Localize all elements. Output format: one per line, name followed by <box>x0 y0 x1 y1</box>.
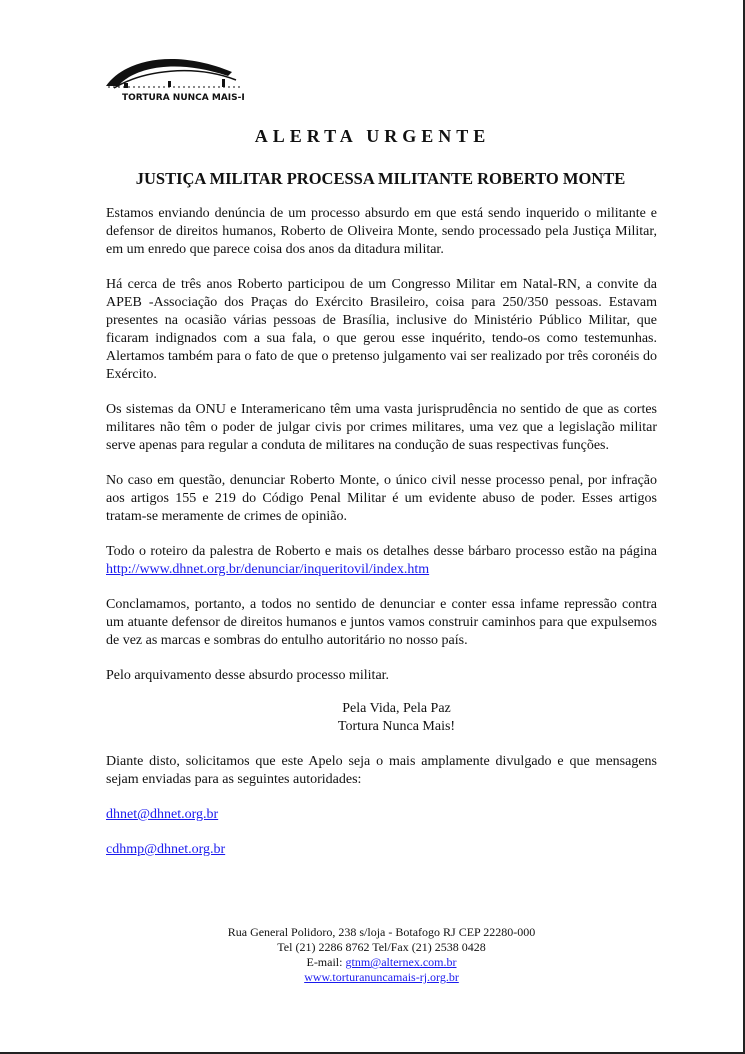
rainbow-arc-icon <box>104 50 244 106</box>
footer-website-line <box>0 970 745 985</box>
slogan-line: Pela Vida, Pela Paz <box>342 701 451 716</box>
document-body <box>106 205 657 876</box>
footer-address: Rua General Polidoro, 238 s/loja - Botafogo RJ CEP 22280-000 <box>227 925 536 939</box>
footer-phone: Tel (21) 2286 8762 Tel/Fax (21) 2538 0428 <box>277 940 486 954</box>
logo-text: TORTURA NUNCA MAIS-RJ <box>122 93 244 103</box>
inquiry-page-link[interactable]: http://www.dhnet.org.br/denunciar/inqueritovil/index.htm <box>106 562 430 577</box>
page-footer <box>0 925 745 985</box>
paragraph: No caso em questão, denunciar Roberto Monte, o único civil nesse processo penal, por infração aos artigos 155 e 219 do Código Penal Militar é um evidente abuso de poder. Esses artigos tratam-se meramente de crimes de opinião. <box>106 473 657 524</box>
email-link-cdhmp[interactable]: cdhmp@dhnet.org.br <box>106 842 226 857</box>
paragraph-text: Todo o roteiro da palestra de Roberto e mais os detalhes desse bárbaro processo estão na página <box>106 544 657 559</box>
page-subtitle: JUSTIÇA MILITAR PROCESSA MILITANTE ROBERTO MONTE <box>135 169 626 188</box>
footer-website-link[interactable]: www.torturanuncamais-rj.org.br <box>304 970 459 984</box>
contact-email <box>106 841 657 859</box>
contact-email <box>106 806 657 824</box>
paragraph: Conclamamos, portanto, a todos no sentido de denunciar e conter essa infame repressão contra um atuante defensor de direitos humanos e juntos vamos construir caminhos para que expulsemos de vez as marcas e sombras do entulho autoritário no nosso país. <box>106 597 657 648</box>
paragraph: Diante disto, solicitamos que este Apelo seja o mais amplamente divulgado e que mensagens sejam enviadas para as seguintes autoridades: <box>106 754 657 787</box>
footer-email-link[interactable]: gtnm@alternex.com.br <box>345 955 457 969</box>
organization-logo <box>104 50 244 106</box>
page-title: ALERTA URGENTE <box>254 126 491 146</box>
paragraph-with-link <box>106 543 657 579</box>
paragraph: Os sistemas da ONU e Interamericano têm uma vasta jurisprudência no sentido de que as cortes militares não têm o poder de julgar civis por crimes militares, uma vez que a legislação militar serve apenas para regular a conduta de militares na condução de suas respectivas funções. <box>106 402 657 453</box>
footer-email-label: E-mail: <box>306 955 346 969</box>
email-link-dhnet[interactable]: dhnet@dhnet.org.br <box>106 807 219 822</box>
paragraph: Há cerca de três anos Roberto participou de um Congresso Militar em Natal-RN, a convite da APEB -Associação dos Praças do Exército Brasileiro, coisa para 250/350 pessoas. Estavam presentes na ocasião várias pessoas de Brasília, inclusive do Ministério Público Militar, que ficaram indignados com a sua fala, o que gerou esse inquérito, tendo-os como testemunhas. Alertamos também para o fato de que o pretenso julgamento vai ser realizado por três coronéis do Exército. <box>106 277 657 382</box>
slogan-line: Tortura Nunca Mais! <box>337 719 456 734</box>
footer-email-line <box>0 955 745 970</box>
closing-slogan <box>106 700 657 736</box>
paragraph: Estamos enviando denúncia de um processo absurdo em que está sendo inquerido o militante e defensor de direitos humanos, Roberto de Oliveira Monte, sendo processado pela Justiça Militar, em um enredo que parece coisa dos anos da ditadura militar. <box>106 206 657 257</box>
paragraph: Pelo arquivamento desse absurdo processo militar. <box>106 668 390 683</box>
